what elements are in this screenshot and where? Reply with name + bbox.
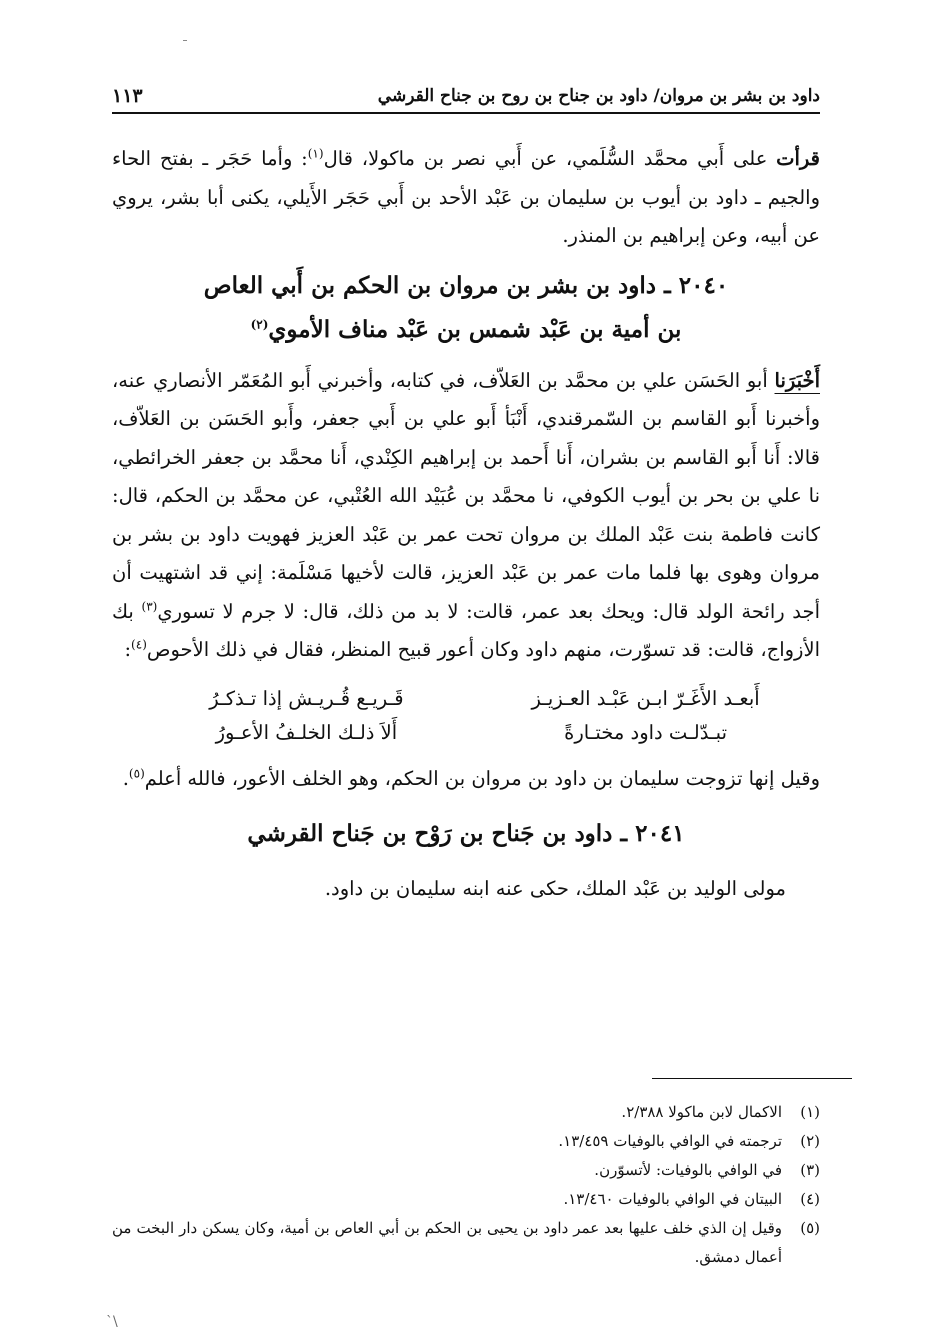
paragraph-2 [112,362,820,670]
verse-first-hemistich: تبـدّلـت داود مختـارةً [564,720,727,744]
paragraph-4: مولى الوليد بن عَبْد الملك، حكى عنه ابنه سليمان بن داود. [324,877,786,900]
footnote [112,1185,820,1214]
paragraph-lead: أَخْبَرَنا [774,368,820,392]
poem-verse [112,716,820,750]
footnote-ref: (٤) [131,637,147,652]
entry-heading-2041: ٢٠٤١ ـ داود بن جَناح بن رَوْح بن جَناح القرشي [247,820,685,847]
footnote [112,1098,820,1127]
footnotes [112,1098,820,1272]
paragraph-text: : وأما حَجَر ـ بفتح الحاء والجيم ـ داود بن أيوب بن سليمان بن عَبْد الأحد بن أَبي حَجَر الأَيلي، يكنى أبا بشر، يروي عن أبيه، وعن إبراهيم بن المنذر. [112,147,820,247]
verse-second-hemistich: أَلاَ ذلـك الخلـفُ الأعـورُ [215,720,398,744]
page-number: ١١٣ [112,85,143,107]
paragraph-text: . [122,766,129,790]
entry-title-line: ٢٠٤٠ ـ داود بن بشر بن مروان بن الحكم بن أَبي العاص [203,271,729,299]
footnote-number: (٥) [800,1219,820,1237]
footnote-ref: (٥) [128,766,145,780]
corner-mark: `\ [106,1314,118,1330]
footnote-text: وقيل إن الذي خلف عليها بعد عمر داود بن يحيى بن الحكم بن أبي العاص بن أمية، وكان يسكن دار البخت من أعمال دمشق. [112,1219,782,1266]
footnote [112,1214,820,1272]
footnote-text: ترجمته في الوافي بالوفيات ١٣/٤٥٩. [558,1132,782,1150]
footnote-ref: (٣) [141,599,158,613]
footnote-separator [652,1078,852,1079]
poem [112,682,820,750]
paragraph-text: أبو الحَسَن علي بن محمَّد بن العَلاّف، في كتابه، وأخبرني أَبو المُعَمّر الأنصاري عنه، وأخبرنا أَبو القاسم بن السّمرقندي، أَنْبَأ أَبو علي بن أَبي جعفر، وأَبو الحَسَن بن العَلاّف، قالا: أَنا أَبو القاسم بن بشران، أَنا أَحمد بن إبراهيم الكِنْدي، أَنا محمَّد بن جعفر الخرائطي، نا علي بن بحر بن أيوب الكوفي، نا محمَّد بن عُبَيْد الله العُتْبي، عن محمَّد بن الحكم، قال: كانت فاطمة بنت عَبْد الملك بن مروان تحت عمر بن عَبْد العزيز فهويت داود بن بشر بن مروان وهوى بها فلما مات عمر بن عَبْد العزيز، قالت لأخيها مَسْلَمة: إني قد اشتهيت أن أجد رائحة الولد قال: ويحك بعد عمر، قالت: لا بد من ذلك، قال: لا جرم لا تسوري [112,368,821,623]
paragraph-text: على أَبي محمَّد السُّلَمي، عن أَبي نصر بن ماكولا، قال [323,147,777,170]
footnote-number: (٢) [800,1132,820,1150]
footnote-ref: (١) [307,146,324,161]
footnote-text: البيتان في الوافي بالوفيات ١٣/٤٦٠. [563,1190,782,1208]
entry-heading-2040 [112,264,820,352]
paragraph-text: وقيل إنها تزوجت سليمان بن داود بن مروان بن الحكم، وهو الخلف الأعور، فالله أعلم [144,766,820,790]
footnote-ref: (٢) [250,316,269,331]
paragraph-text: : [124,638,132,661]
footnote [112,1156,820,1185]
page-header [112,80,820,114]
footnote-number: (٤) [800,1190,820,1208]
paragraph-3 [112,760,820,799]
entry-title-line: بن أمية بن عَبْد شمس بن عَبْد مناف الأموي [268,315,682,343]
poem-verse [112,682,820,716]
footnote [112,1127,820,1156]
main-text [112,140,820,909]
paragraph-lead: قرأت [776,147,820,170]
footnote-number: (٣) [800,1161,820,1179]
running-title: داود بن بشر بن مروان/ داود بن جناح بن روح بن جناح القرشي [377,86,820,106]
top-mark [183,40,187,41]
paragraph-1 [112,140,820,256]
verse-second-hemistich: قَـريـع قُـريـش إذا تـذكـرُ [209,686,404,710]
paragraph-text: بك الأزواج، قالت: قد تسوّرت، منهم داود وكان أعور قبيح المنظر، فقال في ذلك الأحوص [112,599,820,661]
footnote-text: في الوافي بالوفيات: لأتسوّرن. [594,1161,782,1179]
footnote-text: الاكمال لابن ماكولا ٢/٣٨٨. [621,1103,782,1121]
verse-first-hemistich: أَبعـد الأَغَـرّ ابـن عَبْـد العـزيـز [531,686,760,710]
footnote-number: (١) [800,1103,820,1121]
